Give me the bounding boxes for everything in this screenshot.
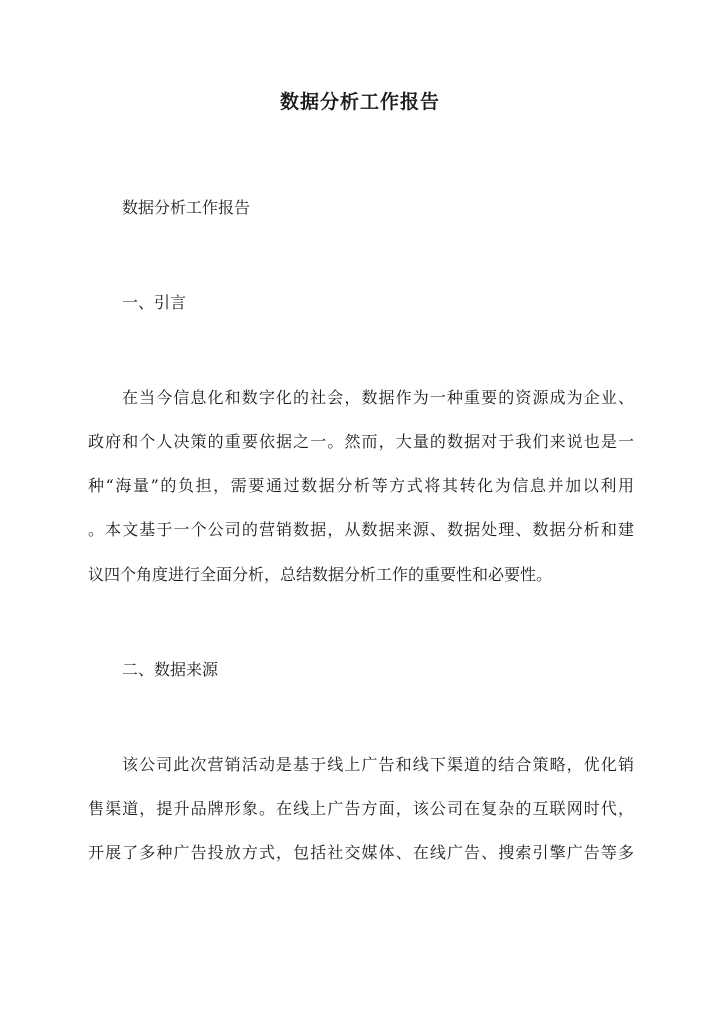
section-heading-intro: 一、引言 — [122, 293, 187, 312]
paragraph-line: 该公司此次营销活动是基于线上广告和线下渠道的结合策略，优化销 — [122, 755, 634, 774]
section-heading-data-source: 二、数据来源 — [122, 660, 219, 679]
paragraph-line: 开展了多种广告投放方式，包括社交媒体、在线广告、搜索引擎广告等多 — [88, 843, 634, 862]
paragraph-line: 议四个角度进行全面分析，总结数据分析工作的重要性和必要性。 — [88, 565, 553, 584]
document-subtitle: 数据分析工作报告 — [122, 198, 251, 217]
paragraph-line: 。本文基于一个公司的营销数据，从数据来源、数据处理、数据分析和建 — [88, 520, 634, 539]
paragraph-line: 政府和个人决策的重要依据之一。然而，大量的数据对于我们来说也是一 — [88, 432, 634, 451]
paragraph-line: 在当今信息化和数字化的社会，数据作为一种重要的资源成为企业、 — [122, 388, 634, 407]
paragraph-line: 种“海量”的负担，需要通过数据分析等方式将其转化为信息并加以利用 — [88, 476, 634, 495]
page-title: 数据分析工作报告 — [279, 91, 440, 113]
paragraph-line: 售渠道，提升品牌形象。在线上广告方面，该公司在复杂的互联网时代， — [88, 799, 634, 818]
